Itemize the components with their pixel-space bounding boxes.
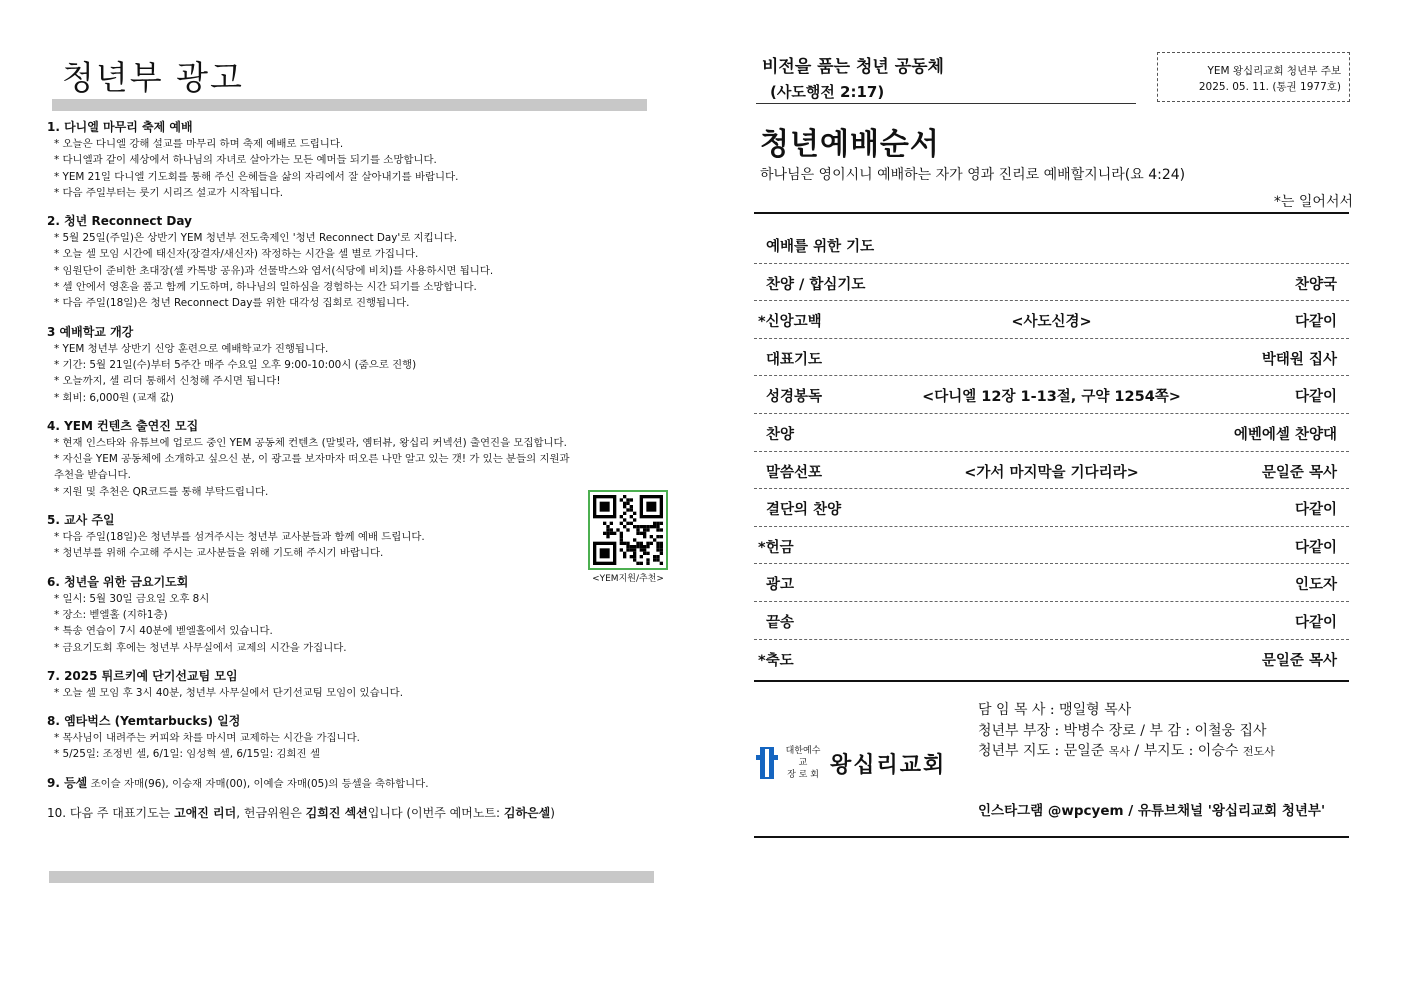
announcement-item: * 다음 주일부터는 룻기 시리즈 설교가 시작됩니다. [54, 186, 284, 199]
order-item-leader: 인도자 [1294, 577, 1337, 594]
order-bottom-rule [754, 680, 1349, 682]
social-media-info[interactable]: 인스타그램 @wpcyem / 유튜브채널 '왕십리교회 청년부' [978, 803, 1326, 819]
announcement-item: * YEM 21일 다니엘 기도회를 통해 주신 은혜들을 삶의 자리에서 잘 살아내기를 바랍니다. [54, 170, 459, 183]
assistant-leader-title: 전도사 [1242, 745, 1275, 758]
announcement-item: * 오늘 셀 모임 후 3시 40분, 청년부 사무실에서 단기선교팀 모임이 있습니다. [54, 686, 404, 699]
order-item-leader: 다같이 [1294, 314, 1337, 331]
logo-church-name: 왕십리교회 [830, 751, 947, 778]
announcement-item: * 오늘 셀 모임 시간에 태신자(장결자/새신자) 작정하는 시간을 셀 별로 가집니다. [54, 248, 419, 261]
next-week-mid: , 헌금위원은 [236, 805, 306, 820]
next-week-suffix: ) [550, 805, 555, 820]
worship-order-list [754, 226, 1349, 677]
order-item-leader: 다같이 [1294, 502, 1337, 519]
announcement-section [47, 712, 667, 763]
worship-order-row [754, 226, 1349, 264]
vision-motto: 비전을 품는 청년 공동체 [762, 57, 944, 77]
order-item-name: *헌금 [758, 539, 794, 556]
announcement-section [47, 573, 667, 656]
order-item-detail: <사도신경> [1011, 314, 1092, 331]
order-item-name: 예배를 위한 기도 [766, 239, 875, 255]
worship-order-row [754, 452, 1349, 490]
announcement-item: * 다음 주일(18일)은 청년 Reconnect Day를 위한 대각성 집회로 진행됩니다. [54, 297, 410, 310]
announcement-section-title: 2. 청년 Reconnect Day [47, 214, 192, 229]
standing-note: *는 일어서서 [1273, 194, 1353, 210]
logo-denomination [782, 745, 824, 781]
announcement-section-birthdays [47, 774, 667, 793]
announcement-item: * 지원 및 추천은 QR코드를 통해 부탁드립니다. [54, 485, 269, 498]
issue-info-box [1157, 52, 1350, 102]
announcement-item: * 현재 인스타와 유튜브에 업로드 중인 YEM 공동체 컨텐츠 (말빛라, 옘터뷰, 왕십리 커넥션) 출연진을 모집합니다. [54, 436, 567, 449]
senior-pastor: 담 임 목 사 : 맹일형 목사 [978, 702, 1132, 718]
announcements-page [0, 0, 700, 992]
announcement-item: * 청년부를 위해 수고해 주시는 교사분들을 위해 기도해 주시기 바랍니다. [54, 547, 384, 560]
worship-order-row [754, 339, 1349, 377]
qr-code-icon [593, 495, 663, 565]
announcement-item: * 5/25일: 조정빈 셀, 6/1일: 임성혁 셀, 6/15일: 김희진 셀 [54, 748, 320, 761]
logo-denomination-line2: 장 로 회 [787, 770, 819, 780]
qr-caption: <YEM지원/추천> [592, 574, 664, 584]
announcement-item: * 셀 안에서 영혼을 품고 함께 기도하며, 하나님의 일하심을 경험하는 시간 되기를 소망합니다. [54, 281, 477, 294]
announcement-section-title: 5. 교사 주일 [47, 513, 115, 528]
youth-director: 청년부 부장 : 박병수 장로 / 부 감 : 이철웅 집사 [978, 722, 1267, 739]
order-item-name: 성경봉독 [766, 389, 823, 406]
announcement-section [47, 667, 667, 701]
motto-reference: (사도행전 2:17) [770, 83, 885, 101]
announcement-section-title: 4. YEM 컨텐츠 출연진 모집 [47, 418, 199, 433]
worship-order-row [754, 489, 1349, 527]
announcement-item: 추천을 받습니다. [54, 469, 131, 482]
next-week-mid2: 입니다 (이번주 예머노트: [367, 805, 504, 820]
worship-order-row [754, 414, 1349, 452]
order-item-leader: 박태원 집사 [1261, 351, 1337, 368]
announcement-item: * 목사님이 내려주는 커피와 차를 마시며 교제하는 시간을 가집니다. [54, 732, 360, 745]
announcement-section [47, 417, 667, 500]
footer-rule [754, 836, 1349, 838]
worship-order-row [754, 527, 1349, 565]
youth-leader-name: 청년부 지도 : 문일준 [978, 743, 1109, 759]
announcement-item: * 임원단이 준비한 초대장(셀 카톡방 공유)과 선물박스와 엽서(식당에 비치)를 사용하시면 됩니다. [54, 264, 494, 277]
announcement-item: * YEM 청년부 상반기 신앙 훈련으로 예배학교가 진행됩니다. [54, 342, 329, 355]
order-item-leader: 다같이 [1294, 389, 1337, 406]
worship-order-page [700, 0, 1403, 992]
announcement-item: * 일시: 5월 30일 금요일 오후 8시 [54, 592, 210, 605]
announcement-item: * 오늘까지, 셀 리더 통해서 신청해 주시면 됩니다! [54, 375, 281, 388]
announcement-item: * 다니엘과 같이 세상에서 하나님의 자녀로 살아가는 모든 예머들 되기를 소망합니다. [54, 154, 437, 167]
order-item-leader: 에벤에셀 찬양대 [1233, 426, 1337, 443]
youth-leader-title: 목사 [1108, 745, 1130, 758]
order-item-leader: 문일준 목사 [1261, 652, 1337, 669]
title-divider [52, 99, 647, 111]
announcement-section-title: 8. 옘타벅스 (Yemtarbucks) 일정 [47, 714, 241, 729]
worship-order-row [754, 301, 1349, 339]
birthday-text: 조이슬 자매(96), 이승재 자매(00), 이예슬 자매(05)의 등셀을 축하합니다. [90, 777, 429, 790]
order-item-leader: 찬양국 [1294, 276, 1337, 293]
cross-icon [760, 747, 774, 779]
next-week-note-cell: 김하은셀 [503, 805, 551, 820]
church-logo [760, 745, 960, 781]
order-item-name: 끝송 [766, 614, 795, 631]
order-item-name: 대표기도 [766, 351, 823, 368]
order-item-name: 광고 [766, 577, 795, 594]
order-item-detail: <다니엘 12장 1-13절, 구약 1254쪽> [922, 389, 1181, 406]
announcement-item: * 5월 25일(주일)은 상반기 YEM 청년부 전도축제인 '청년 Reconnect Day'로 지킵니다. [54, 232, 457, 245]
announcement-section [47, 323, 667, 406]
order-item-name: *축도 [758, 652, 794, 669]
order-item-name: 찬양 [766, 426, 795, 443]
announcement-section-title: 1. 다니엘 마무리 축제 예배 [47, 120, 193, 134]
order-item-name: *신앙고백 [758, 314, 822, 331]
announcement-section-title: 6. 청년을 위한 금요기도회 [47, 574, 189, 589]
order-item-leader: 문일준 목사 [1261, 464, 1337, 481]
announcement-list [47, 118, 667, 822]
assistant-leader-name: / 부지도 : 이승수 [1129, 743, 1243, 759]
motto-underline [756, 103, 1136, 104]
announcements-title: 청년부 광고 [62, 58, 244, 97]
announcement-item: * 특송 연습이 7시 40분에 벧엘홀에서 있습니다. [54, 625, 273, 638]
logo-denomination-line1: 대한예수교 [785, 746, 821, 768]
worship-order-row [754, 376, 1349, 414]
announcement-section-title: 7. 2025 튀르키예 단기선교팀 모임 [47, 668, 238, 683]
announcement-item: * 자신을 YEM 공동체에 소개하고 싶으신 분, 이 광고를 보자마자 떠오른 나만 알고 있는 갯! 가 있는 분들의 지원과 [54, 453, 570, 466]
announcement-item: * 기간: 5월 21일(수)부터 5주간 매주 수요일 오후 9:00-10:00시 (줌으로 진행) [54, 358, 417, 371]
announcement-item: * 회비: 6,000원 (교재 값) [54, 391, 174, 404]
worship-order-title: 청년예배순서 [760, 127, 940, 162]
announcement-section-title: 9. 등셀 [47, 775, 88, 790]
order-item-detail: <가서 마지막을 기다리라> [964, 464, 1139, 481]
next-week-offering-team: 김희진 섹션 [305, 805, 368, 820]
order-item-leader: 다같이 [1294, 614, 1337, 631]
announcement-section [47, 511, 667, 562]
announcement-item: * 다음 주일(18일)은 청년부를 섬겨주시는 청년부 교사분들과 함께 예배 드립니다. [54, 531, 425, 544]
worship-order-row [754, 602, 1349, 640]
qr-code[interactable] [588, 490, 668, 570]
announcement-section [47, 118, 667, 201]
issue-publication: YEM 왕십리교회 청년부 주보 [1207, 65, 1341, 77]
next-week-prayer-leader: 고애진 리더 [174, 805, 237, 820]
announcement-section-next-week [47, 804, 667, 822]
order-top-rule [754, 212, 1349, 214]
worship-order-row [754, 640, 1349, 678]
announcement-item: * 장소: 벧엘홀 (지하1층) [54, 608, 168, 621]
bottom-divider [49, 871, 654, 883]
worship-order-row [754, 264, 1349, 302]
order-item-name: 말씀선포 [766, 464, 823, 481]
next-week-prefix: 10. 다음 주 대표기도는 [47, 805, 175, 820]
staff-info [978, 700, 1275, 763]
youth-leaders [978, 741, 1275, 763]
order-item-name: 결단의 찬양 [766, 502, 842, 519]
worship-order-row [754, 564, 1349, 602]
scripture-verse: 하나님은 영이시니 예배하는 자가 영과 진리로 예배할지니라(요 4:24) [760, 167, 1186, 183]
announcement-section [47, 212, 667, 311]
announcement-item: * 오늘은 다니엘 강해 설교를 마무리 하며 축제 예배로 드립니다. [54, 138, 344, 150]
announcement-section-title: 3 예배학교 개강 [47, 324, 134, 339]
order-item-name: 찬양 / 합심기도 [766, 276, 866, 293]
issue-date: 2025. 05. 11. (통권 1977호) [1198, 81, 1341, 93]
order-item-leader: 다같이 [1294, 539, 1337, 556]
announcement-item: * 금요기도회 후에는 청년부 사무실에서 교제의 시간을 가집니다. [54, 641, 347, 654]
